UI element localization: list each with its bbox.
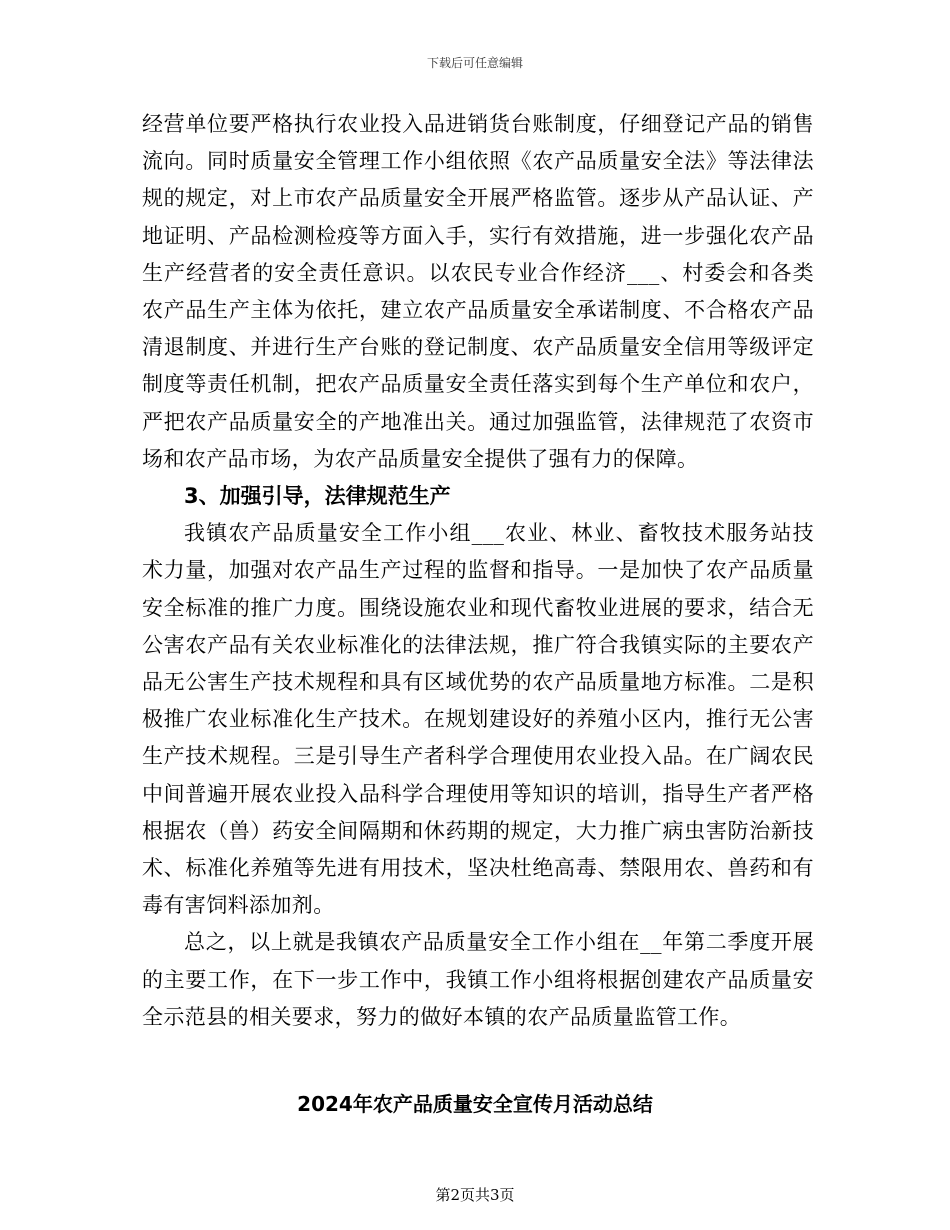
- body-paragraph-2: 我镇农产品质量安全工作小组___农业、林业、畜牧技术服务站技术力量，加强对农产品生产过程的监督和指导。一是加快了农产品质量安全标准的推广力度。围绕设施农业和现代畜牧业进展的要求，结合无公害农产品有关农业标准化的法律法规，推广符合我镇实际的主要农产品无公害生产技术规程和具有区域优势的农产品质量地方标准。二是积极推广农业标准化生产技术。在规划建设好的养殖小区内，推行无公害生产技术规程。三是引导生产者科学合理使用农业投入品。在广阔农民中间普遍开展农业投入品科学合理使用等知识的培训，指导生产者严格根据农（兽）药安全间隔期和休药期的规定，大力推广病虫害防治新技术、标准化养殖等先进有用技术，坚决杜绝高毒、禁限用农、兽药和有毒有害饲料添加剂。: [142, 521, 814, 918]
- body-paragraph-1: 经营单位要严格执行农业投入品进销货台账制度，仔细登记产品的销售流向。同时质量安全管理工作小组依照《农产品质量安全法》等法律法规的规定，对上市农产品质量安全开展严格监管。逐步从产品认证、产地证明、产品检测检疫等方面入手，实行有效措施，进一步强化农产品生产经营者的安全责任意识。以农民专业合作经济___、村委会和各类农产品生产主体为依托，建立农产品质量安全承诺制度、不合格农产品清退制度、并进行生产台账的登记制度、农产品质量安全信用等级评定制度等责任机制，把农产品质量安全责任落实到每个生产单位和农户，严把农产品质量安全的产地准出关。通过加强监管，法律规范了农资市场和农产品市场，为农产品质量安全提供了强有力的保障。: [142, 112, 814, 471]
- section-heading-3: 3、加强引导，法律规范生产: [184, 484, 451, 509]
- header-note: 下载后可任意编辑: [426, 56, 523, 70]
- page-footer: 第2页共3页: [435, 1186, 515, 1204]
- document-body: [142, 106, 814, 1036]
- next-document-title: 2024年农产品质量安全宣传月活动总结: [297, 1092, 653, 1116]
- body-paragraph-3: 总之，以上就是我镇农产品质量安全工作小组在__年第二季度开展的主要工作，在下一步工作中，我镇工作小组将根据创建农产品质量安全示范县的相关要求，努力的做好本镇的农产品质量监管工作。: [142, 930, 814, 1029]
